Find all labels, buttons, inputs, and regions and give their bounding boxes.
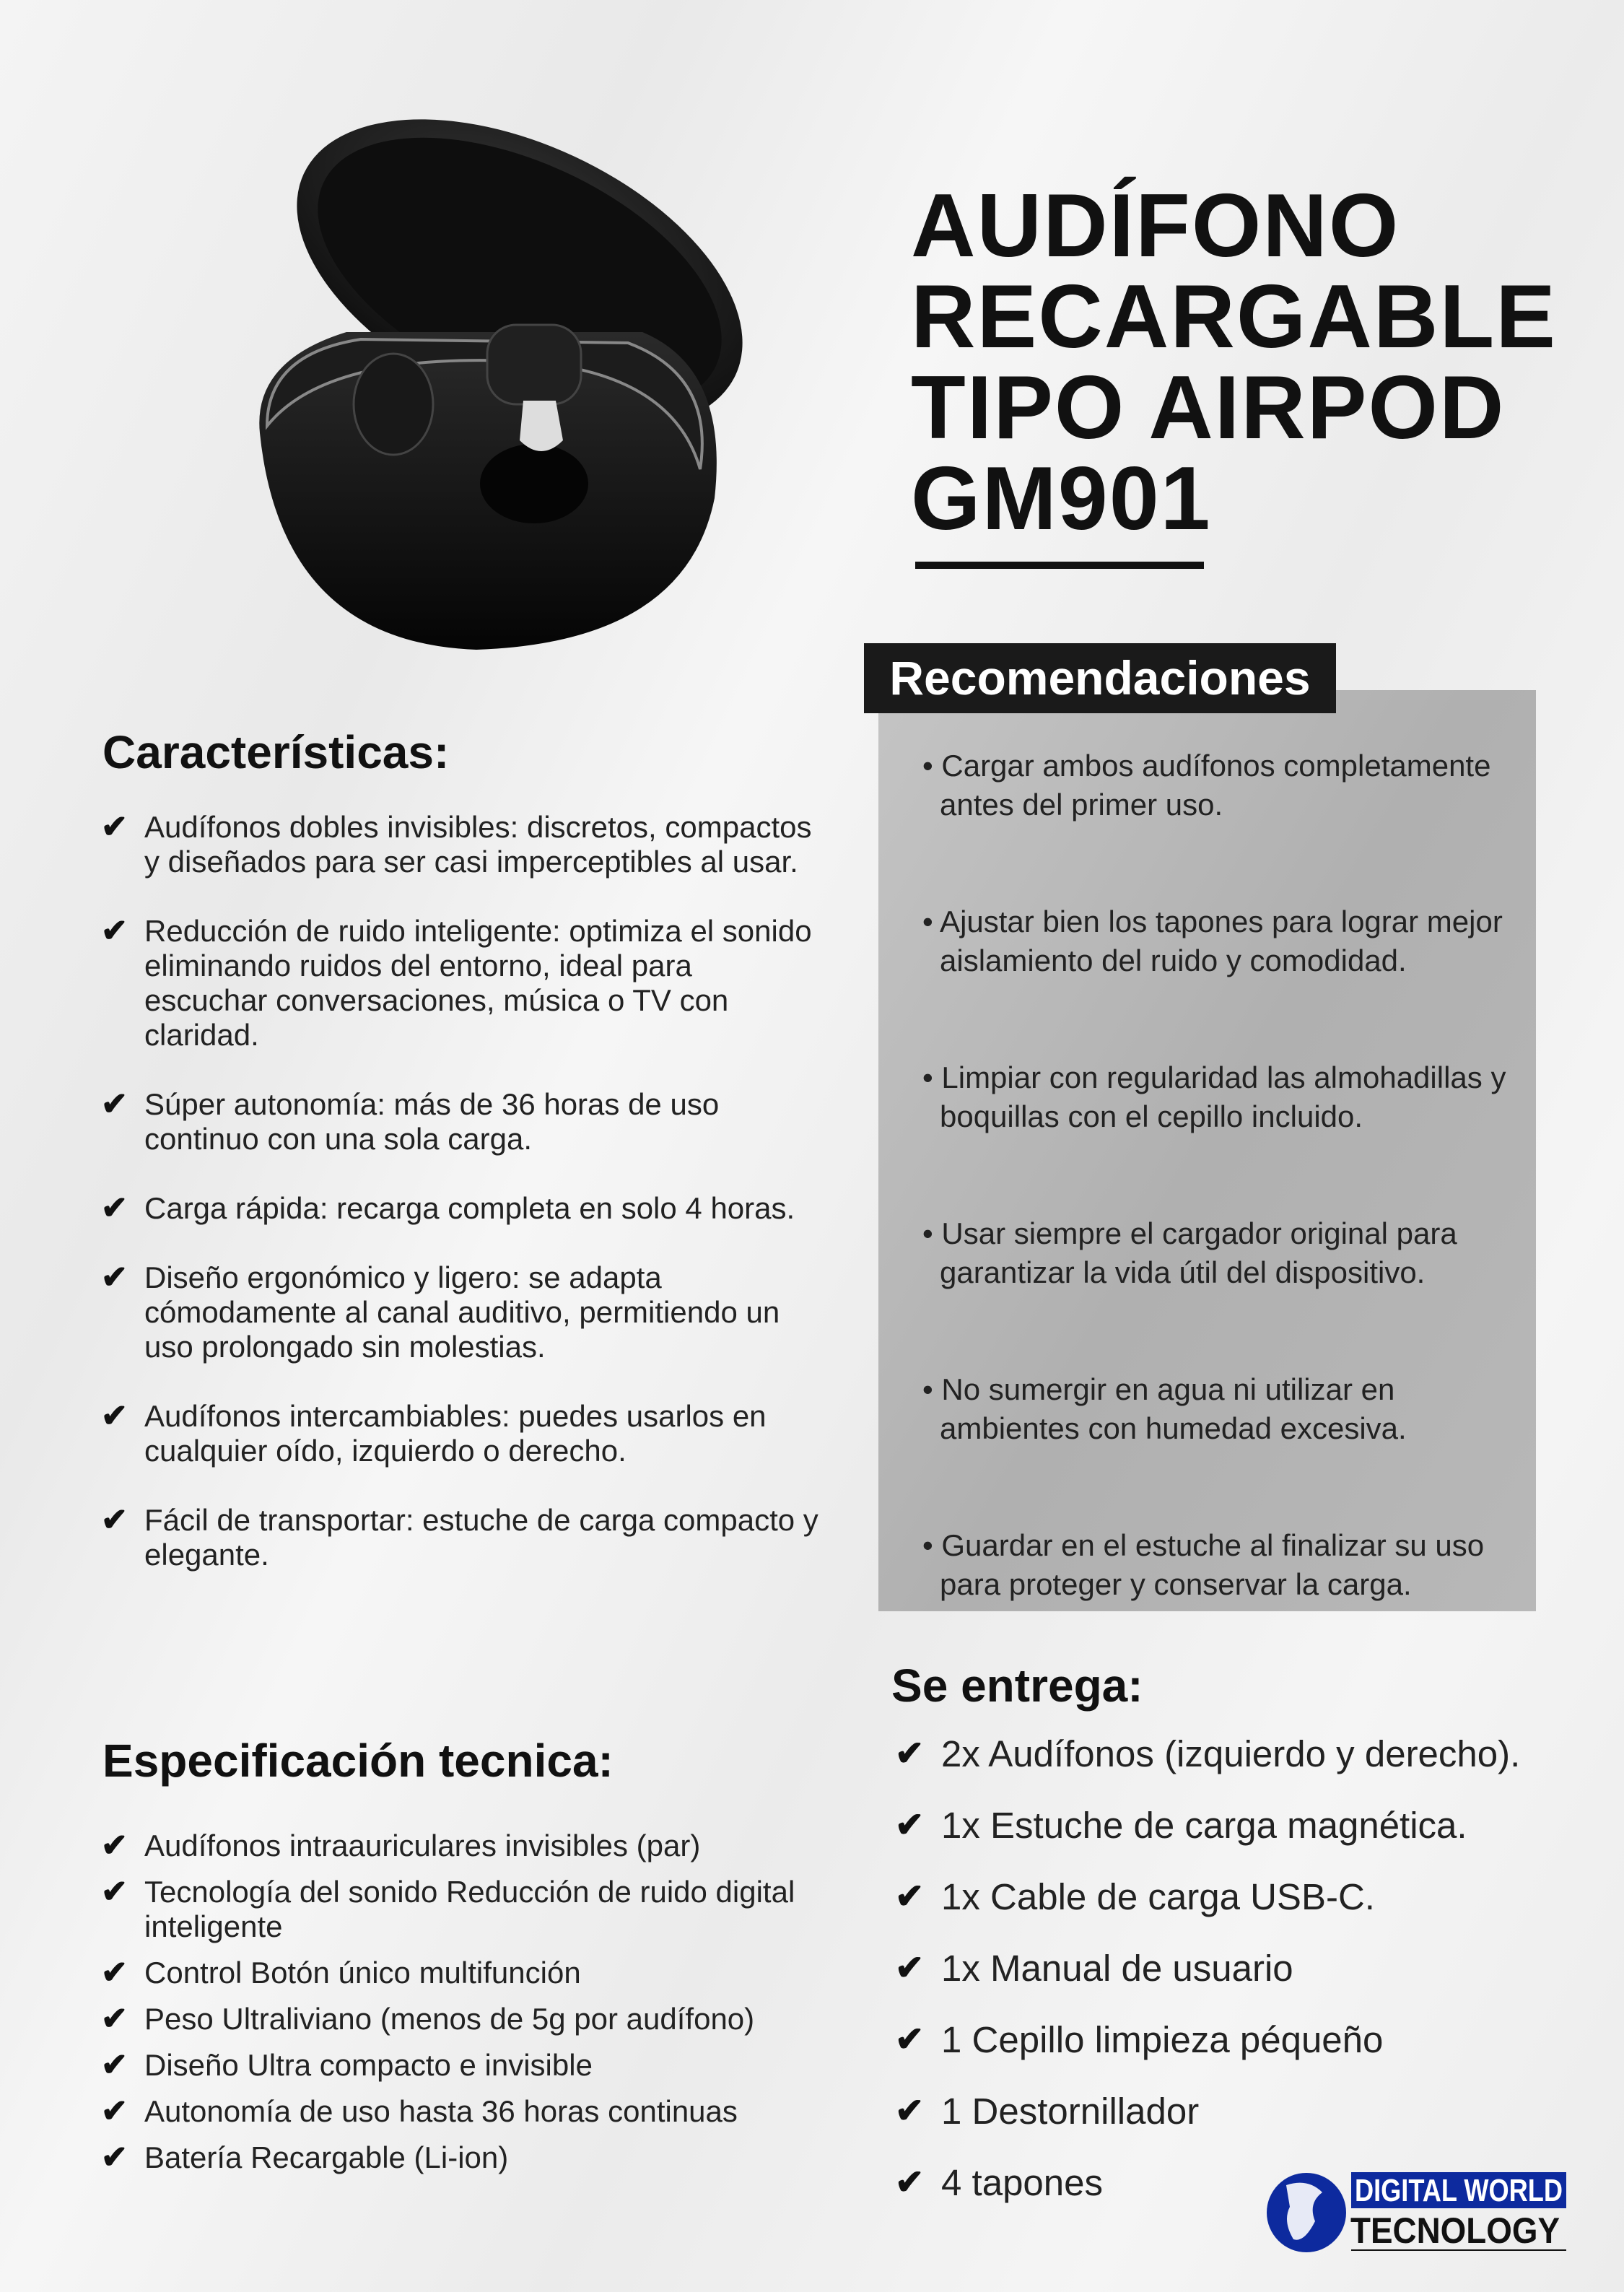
check-icon: ✔	[895, 1806, 925, 1844]
list-item-text: Diseño Ultra compacto e invisible	[144, 2048, 593, 2082]
list-item-text: 1x Estuche de carga magnética.	[941, 1805, 1467, 1846]
list-item-text: • Guardar en el estuche al finalizar su uso para proteger y conservar la carga.	[922, 1528, 1485, 1601]
check-icon: ✔	[895, 1949, 925, 1987]
check-icon: ✔	[101, 2093, 128, 2129]
check-icon: ✔	[895, 1735, 925, 1773]
title-line: AUDÍFONO	[911, 176, 1400, 276]
list-item-text: 1x Manual de usuario	[941, 1948, 1293, 1989]
check-icon: ✔	[101, 1955, 128, 1990]
list-item	[922, 1214, 1522, 1292]
delivery-list	[895, 1733, 1617, 2233]
check-icon: ✔	[101, 2047, 128, 2083]
list-item-text: Carga rápida: recarga completa en solo 4 horas.	[144, 1191, 795, 1225]
check-icon: ✔	[101, 1086, 128, 1122]
list-item	[101, 1875, 852, 1944]
title-line: GM901	[911, 449, 1212, 549]
check-icon: ✔	[101, 2001, 128, 2036]
check-icon: ✔	[895, 2021, 925, 2059]
list-item	[101, 1399, 823, 1468]
delivery-heading: Se entrega:	[891, 1660, 1143, 1712]
specs-list	[101, 1829, 852, 2187]
list-item	[895, 1733, 1617, 1776]
svg-text:TECNOLOGY: TECNOLOGY	[1350, 2210, 1560, 2251]
features-list	[101, 810, 823, 1607]
list-item	[895, 2090, 1617, 2133]
features-heading: Características:	[102, 726, 450, 778]
list-item-text: Audífonos dobles invisibles: discretos, compactos y diseñados para ser casi imperceptibles al usar.	[144, 810, 812, 879]
list-item-text: Fácil de transportar: estuche de carga compacto y elegante.	[144, 1503, 818, 1572]
list-item	[895, 2018, 1617, 2062]
list-item	[922, 1058, 1522, 1136]
title-line: TIPO AIRPOD	[911, 358, 1506, 458]
list-item-text: Audífonos intraauriculares invisibles (par)	[144, 1829, 701, 1862]
list-item	[101, 1503, 823, 1572]
title-underline	[915, 562, 1204, 569]
list-item-text: 1 Cepillo limpieza péqueño	[941, 2019, 1384, 2060]
check-icon: ✔	[895, 2164, 925, 2202]
brand-logo	[1265, 2171, 1568, 2254]
list-item-text: 2x Audífonos (izquierdo y derecho).	[941, 1733, 1521, 1774]
list-item	[101, 810, 823, 879]
check-icon: ✔	[101, 809, 128, 845]
list-item-text: Reducción de ruido inteligente: optimiza el sonido eliminando ruidos del entorno, ideal para escuchar conversaciones, música o TV con claridad.	[144, 914, 812, 1052]
list-item-text: • Ajustar bien los tapones para lograr mejor aislamiento del ruido y comodidad.	[922, 905, 1503, 977]
list-item	[101, 2002, 852, 2036]
check-icon: ✔	[101, 1398, 128, 1434]
title-line: RECARGABLE	[911, 267, 1557, 367]
list-item	[101, 2094, 852, 2129]
list-item	[101, 914, 823, 1053]
list-item	[895, 1947, 1617, 1990]
product-title	[911, 176, 1557, 549]
check-icon: ✔	[101, 1190, 128, 1226]
list-item	[922, 1526, 1522, 1604]
list-item	[101, 1260, 823, 1364]
list-item-text: Súper autonomía: más de 36 horas de uso continuo con una sola carga.	[144, 1087, 720, 1156]
list-item	[101, 1087, 823, 1156]
list-item-text: • Usar siempre el cargador original para garantizar la vida útil del dispositivo.	[922, 1216, 1457, 1289]
list-item-text: 1x Cable de carga USB-C.	[941, 1876, 1375, 1917]
recommendations-heading: Recomendaciones	[864, 643, 1336, 713]
list-item-text: Control Botón único multifunción	[144, 1956, 581, 1990]
list-item-text: Peso Ultraliviano (menos de 5g por audífono)	[144, 2002, 755, 2036]
list-item-text: Audífonos intercambiables: puedes usarlos en cualquier oído, izquierdo o derecho.	[144, 1399, 767, 1468]
list-item-text: 1 Destornillador	[941, 2091, 1200, 2132]
check-icon: ✔	[101, 1260, 128, 1295]
list-item-text: • Limpiar con regularidad las almohadillas y boquillas con el cepillo incluido.	[922, 1060, 1506, 1133]
check-icon: ✔	[101, 1502, 128, 1538]
list-item	[922, 1370, 1522, 1448]
list-item-text: Autonomía de uso hasta 36 horas continuas	[144, 2094, 738, 2128]
recommendations-list	[922, 746, 1522, 1682]
list-item	[101, 1829, 852, 1863]
check-icon: ✔	[895, 1878, 925, 1916]
check-icon: ✔	[101, 1828, 128, 1863]
list-item-text: • Cargar ambos audífonos completamente antes del primer uso.	[922, 749, 1491, 822]
svg-text:DIGITAL WORLD: DIGITAL WORLD	[1355, 2173, 1563, 2208]
check-icon: ✔	[101, 913, 128, 949]
list-item	[101, 2140, 852, 2175]
list-item-text: Batería Recargable (Li-ion)	[144, 2140, 509, 2174]
list-item	[101, 1191, 823, 1226]
list-item	[922, 746, 1522, 824]
specs-heading: Especificación tecnica:	[102, 1735, 614, 1787]
list-item-text: 4 tapones	[941, 2162, 1104, 2203]
list-item	[101, 2048, 852, 2083]
list-item-text: • No sumergir en agua ni utilizar en ambientes con humedad excesiva.	[922, 1372, 1407, 1445]
list-item	[895, 1875, 1617, 1919]
list-item	[895, 1804, 1617, 1847]
check-icon: ✔	[101, 1874, 128, 1909]
check-icon: ✔	[895, 2092, 925, 2130]
product-image-charging-case	[238, 94, 787, 664]
list-item-text: Tecnología del sonido Reducción de ruido digital inteligente	[144, 1875, 795, 1943]
list-item	[101, 1956, 852, 1990]
list-item	[922, 902, 1522, 980]
list-item-text: Diseño ergonómico y ligero: se adapta cómodamente al canal auditivo, permitiendo un uso prolongado sin molestias.	[144, 1260, 780, 1364]
check-icon: ✔	[101, 2140, 128, 2175]
